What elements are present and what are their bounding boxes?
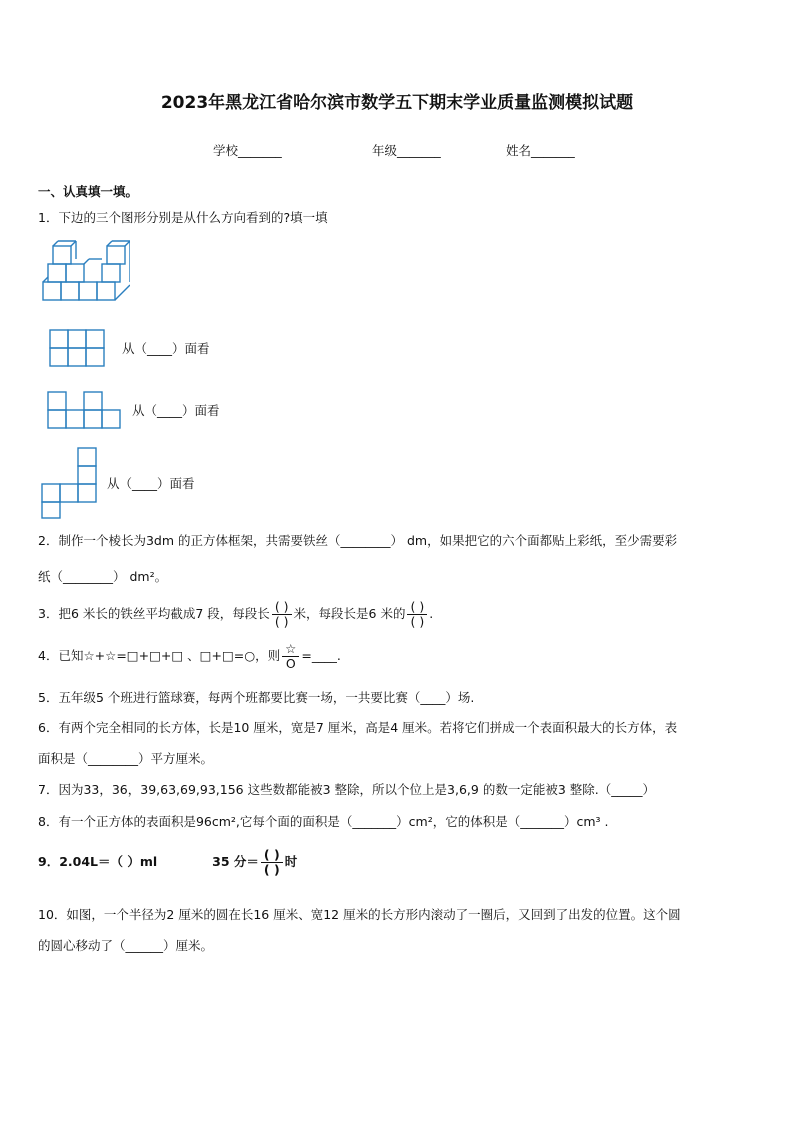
grade-field: 年级_______ [372, 143, 441, 158]
q3-fraction-1: $\frac{( )}{( )}$ [272, 600, 292, 629]
question-5: 5．五年级5 个班进行篮球赛，每两个班都要比赛一场，一共要比赛（____）场. [38, 690, 475, 705]
view-grid-3 [40, 446, 102, 520]
q4-text-2: =____. [301, 648, 341, 663]
question-9 [38, 848, 297, 877]
view-3-label: 从（____）面看 [107, 476, 195, 491]
question-10-line-2: 的圆心移动了（______）厘米。 [38, 938, 214, 953]
question-6-line-2: 面积是（________）平方厘米。 [38, 751, 214, 766]
question-10-line-1: 10．如图，一个半径为2 厘米的圆在长16 厘米、宽12 厘米的长方形内滚动了一圈后，又回到了出发的位置。这个圆 [38, 907, 681, 922]
q4-fraction: $\frac{☆}{O}$ [282, 642, 299, 671]
q9-text-1: 9．2.04L＝（ ）ml [38, 854, 158, 869]
question-3 [38, 600, 433, 629]
q9-fraction: $\frac{( )}{( )}$ [261, 848, 283, 877]
question-8: 8．有一个正方体的表面积是96cm²,它每个面的面积是（_______）cm²，它的体积是（_______）cm³ . [38, 814, 609, 829]
view-2-label: 从（____）面看 [132, 403, 220, 418]
q3-text-1: 3．把6 米长的铁丝平均截成7 段，每段长 [38, 606, 270, 621]
view-grid-2 [44, 390, 130, 430]
section-heading: 一、认真填一填。 [38, 184, 139, 199]
page-title: 2023年黑龙江省哈尔滨市数学五下期末学业质量监测模拟试题 [160, 93, 634, 113]
question-2-line-1: 2．制作一个棱长为3dm 的正方体框架，共需要铁丝（________） dm，如果把它的六个面都贴上彩纸，至少需要彩 [38, 533, 678, 548]
question-1: 1．下边的三个图形分别是从什么方向看到的?填一填 [38, 210, 328, 225]
q4-text-1: 4．已知☆+☆=□+□+□ 、□+□=○，则 [38, 648, 281, 663]
view-1-label: 从（____）面看 [122, 341, 210, 356]
cube-stack-figure [40, 240, 130, 304]
question-2-line-2: 纸（________） dm²。 [38, 569, 168, 584]
q3-text-2: 米，每段长是6 米的 [293, 606, 406, 621]
view-grid-1 [48, 328, 108, 368]
question-6-line-1: 6．有两个完全相同的长方体，长是10 厘米，宽是7 厘米，高是4 厘米。若将它们拼成一个表面积最大的长方体，表 [38, 720, 678, 735]
name-field: 姓名_______ [506, 143, 575, 158]
school-field: 学校_______ [213, 143, 282, 158]
q3-fraction-2: $\frac{( )}{( )}$ [407, 600, 427, 629]
q3-text-3: . [429, 606, 434, 621]
question-7: 7．因为33，36，39,63,69,93,156 这些数都能被3 整除，所以个位上是3,6,9 的数一定能被3 整除.（_____） [38, 782, 655, 797]
q9-text-2: 35 分＝ [212, 854, 259, 869]
question-4 [38, 642, 341, 671]
q9-text-3: 时 [284, 854, 298, 869]
